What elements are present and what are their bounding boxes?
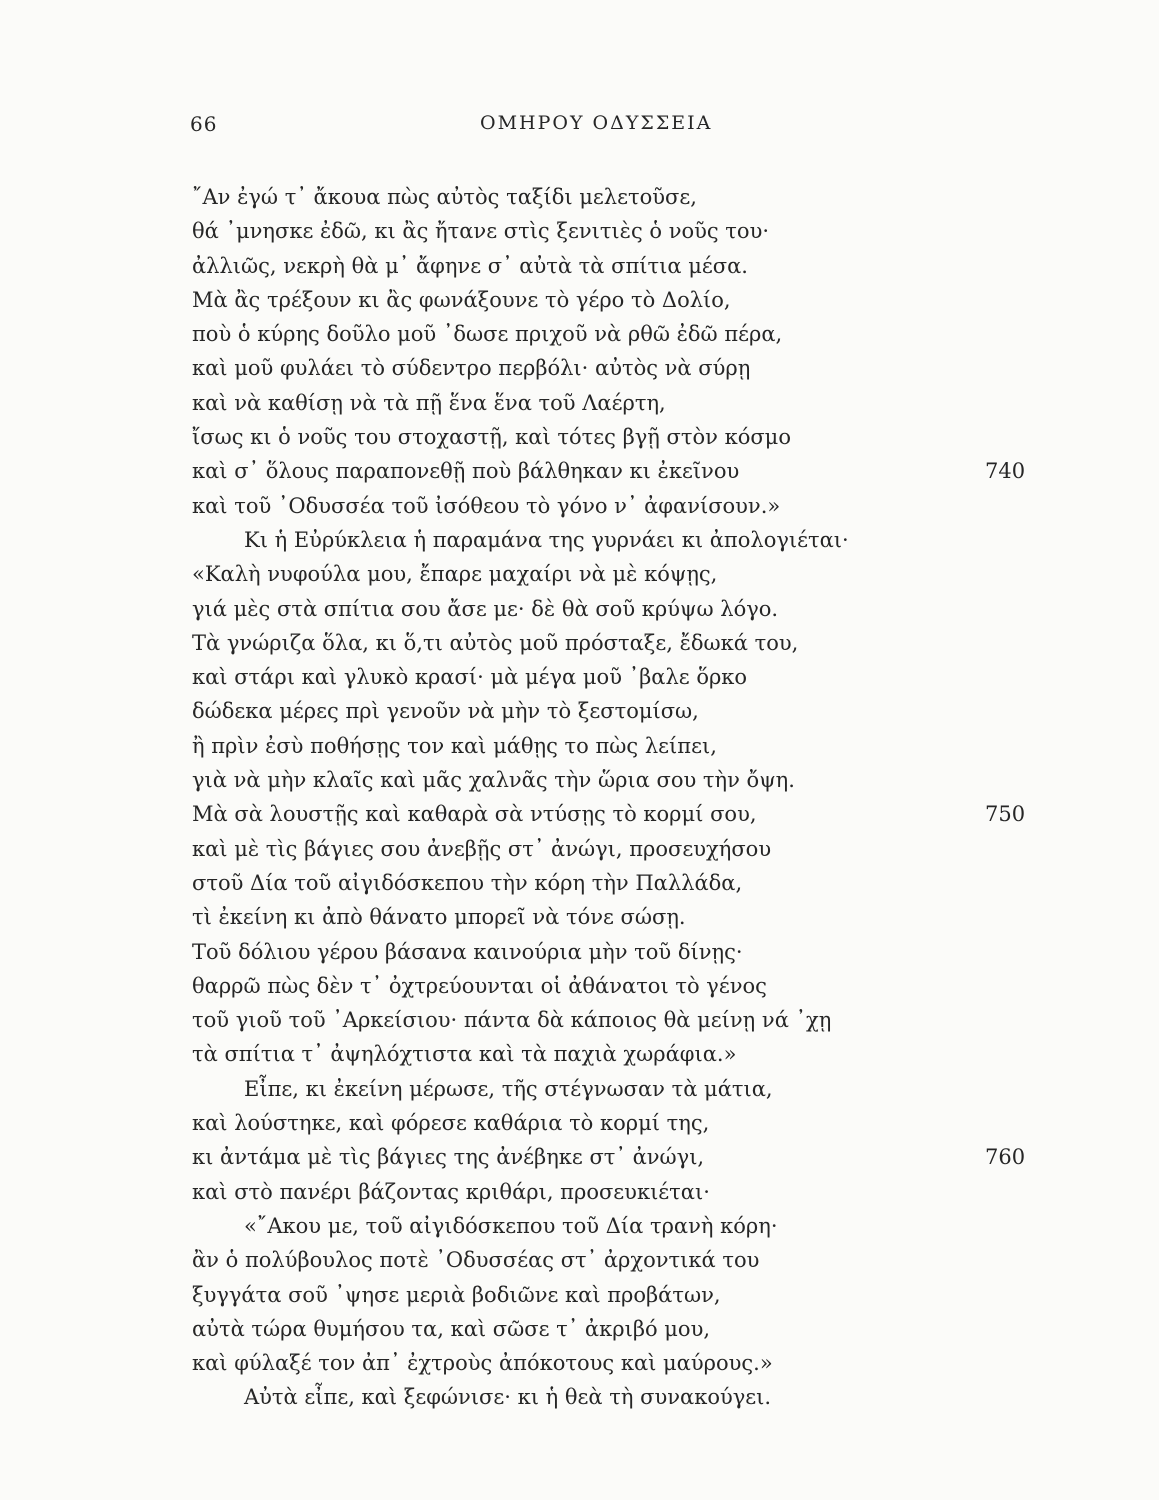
verse-line — [0, 489, 1159, 523]
verse-text: γιὰ νὰ μὴν κλαῖς καὶ μᾶς χαλνᾶς τὴν ὥρια σου τὴν ὄψη. — [192, 768, 795, 793]
verse-text: καὶ μὲ τὶς βάγιες σου ἀνεβῇς στ᾿ ἀνώγι, προσευχήσου — [192, 836, 772, 861]
verse-line — [0, 1003, 1159, 1037]
page-number: 66 — [190, 112, 218, 136]
verse-line — [0, 317, 1159, 351]
verse-text: δώδεκα μέρες πρὶ γενοῦν νὰ μὴν τὸ ξεστομίσω, — [192, 699, 699, 724]
verse-text: αὐτὰ τώρα θυμήσου τα, καὶ σῶσε τ᾿ ἀκριβό μου, — [192, 1316, 711, 1341]
verse-text: καὶ λούστηκε, καὶ φόρεσε καθάρια τὸ κορμί της, — [192, 1111, 710, 1136]
verse-text: ξυγγάτα σοῦ ᾿ψησε μεριὰ βοδιῶνε καὶ προβάτων, — [192, 1282, 721, 1307]
verse-line — [0, 729, 1159, 763]
verse-text: ποὺ ὁ κύρης δοῦλο μοῦ ᾿δωσε πριχοῦ νὰ ρθῶ ἐδῶ πέρα, — [192, 322, 783, 347]
verse-text: καὶ τοῦ ᾿Οδυσσέα τοῦ ἰσόθεου τὸ γόνο ν᾿ ἀφανίσουν.» — [192, 493, 781, 518]
verse-line — [0, 1175, 1159, 1209]
verse-line — [0, 523, 1159, 557]
verse-text: καὶ στάρι καὶ γλυκὸ κρασί· μὰ μέγα μοῦ ᾿βαλε ὅρκο — [192, 665, 748, 690]
line-number: 750 — [985, 802, 1026, 827]
verse-text: Τὰ γνώριζα ὅλα, κι ὅ,τι αὐτὸς μοῦ πρόσταξε, ἔδωκά του, — [192, 630, 799, 655]
verse-text: καὶ μοῦ φυλάει τὸ σύδεντρο περβόλι· αὐτὸς νὰ σύρῃ — [192, 356, 751, 381]
verse-text: ἂν ὁ πολύβουλος ποτὲ ᾿Οδυσσέας στ᾿ ἀρχοντικά του — [192, 1248, 760, 1273]
verse-text: ῎Αν ἐγώ τ᾿ ἄκουα πὼς αὐτὸς ταξίδι μελετοῦσε, — [192, 185, 697, 209]
verse-line — [0, 351, 1159, 385]
verse-line — [0, 1037, 1159, 1071]
verse-text: Κι ἡ Εὐρύκλεια ἡ παραμάνα της γυρνάει κι ἀπολογιέται· — [244, 527, 849, 552]
verse-line — [0, 557, 1159, 591]
verse-line — [0, 454, 1159, 488]
verse-line — [0, 763, 1159, 797]
verse-line — [0, 626, 1159, 660]
verse-text: θά ᾿μνησκε ἐδῶ, κι ἂς ἤτανε στὶς ξενιτιὲς ὁ νοῦς του· — [192, 219, 770, 244]
verse-line — [0, 214, 1159, 248]
verse-text: στοῦ Δία τοῦ αἰγιδόσκεπου τὴν κόρη τὴν Παλλάδα, — [192, 870, 743, 895]
verse-line — [0, 1209, 1159, 1243]
verse-text: γιά μὲς στὰ σπίτια σου ἄσε με· δὲ θὰ σοῦ κρύψω λόγο. — [192, 596, 779, 621]
verse-text: κι ἀντάμα μὲ τὶς βάγιες της ἀνέβηκε στ᾿ ἀνώγι, — [192, 1145, 705, 1170]
verse-line — [0, 797, 1159, 831]
verse-line — [0, 1243, 1159, 1277]
page-header — [0, 112, 1159, 148]
verse-line — [0, 900, 1159, 934]
verse-line — [0, 1072, 1159, 1106]
verse-line — [0, 866, 1159, 900]
verse-text: ἀλλιῶς, νεκρὴ θὰ μ᾿ ἄφηνε σ᾿ αὐτὰ τὰ σπίτια μέσα. — [192, 253, 748, 278]
running-title: ΟΜΗΡΟΥ ΟΔΥΣΣΕΙΑ — [480, 112, 713, 134]
verse-text: θαρρῶ πὼς δὲν τ᾿ ὀχτρεύουνται οἱ ἀθάνατοι τὸ γένος — [192, 973, 767, 998]
verse-line — [0, 420, 1159, 454]
verse-line — [0, 1346, 1159, 1380]
verse-text: Αὐτὰ εἶπε, καὶ ξεφώνισε· κι ἡ θεὰ τὴ συνακούγει. — [244, 1385, 772, 1410]
verse-line — [0, 283, 1159, 317]
verse-text: ἢ πρὶν ἐσὺ ποθήσῃς τον καὶ μάθῃς το πὼς λείπει, — [192, 733, 717, 758]
verse-text: «Καλὴ νυφούλα μου, ἔπαρε μαχαίρι νὰ μὲ κόψῃς, — [192, 562, 718, 587]
verse-line — [0, 180, 1159, 214]
verse-line — [0, 1312, 1159, 1346]
verse-text: Μὰ σὰ λουστῇς καὶ καθαρὰ σὰ ντύσῃς τὸ κορμί σου, — [192, 802, 757, 827]
verse-line — [0, 660, 1159, 694]
verse-line — [0, 935, 1159, 969]
verse-line — [0, 249, 1159, 283]
line-number: 760 — [985, 1145, 1026, 1170]
verse-line — [0, 969, 1159, 1003]
verse-text: «῎Ακου με, τοῦ αἰγιδόσκεπου τοῦ Δία τρανὴ κόρη· — [244, 1213, 778, 1238]
verse-text: καὶ στὸ πανέρι βάζοντας κριθάρι, προσευκιέται· — [192, 1179, 710, 1204]
verse-line — [0, 832, 1159, 866]
verse-line — [0, 1106, 1159, 1140]
verse-text: Τοῦ δόλιου γέρου βάσανα καινούρια μὴν τοῦ δίνῃς· — [192, 939, 743, 964]
verse-text: τὶ ἐκείνη κι ἀπὸ θάνατο μπορεῖ νὰ τόνε σώσῃ. — [192, 905, 686, 930]
verse-text: Μὰ ἂς τρέξουν κι ἂς φωνάξουνε τὸ γέρο τὸ Δολίο, — [192, 287, 731, 312]
verse-line — [0, 1380, 1159, 1414]
verse-line — [0, 592, 1159, 626]
verse-text: Εἶπε, κι ἐκείνη μέρωσε, τῆς στέγνωσαν τὰ μάτια, — [244, 1076, 773, 1101]
verse-text: τοῦ γιοῦ τοῦ ᾿Αρκείσιου· πάντα δὰ κάποιος θὰ μείνῃ νά ᾿χῃ — [192, 1008, 832, 1033]
verse-text: καὶ νὰ καθίσῃ νὰ τὰ πῇ ἕνα ἕνα τοῦ Λαέρτη, — [192, 390, 666, 415]
verse-text: τὰ σπίτια τ᾿ ἀψηλόχτιστα καὶ τὰ παχιὰ χωράφια.» — [192, 1042, 737, 1067]
verse-block — [0, 180, 1159, 1415]
verse-line — [0, 1278, 1159, 1312]
verse-text: καὶ σ᾿ ὅλους παραπονεθῇ ποὺ βάλθηκαν κι ἐκεῖνου — [192, 459, 740, 484]
verse-text: ἴσως κι ὁ νοῦς του στοχαστῇ, καὶ τότες βγῇ στὸν κόσμο — [192, 425, 791, 450]
verse-text: καὶ φύλαξέ τον ἀπ᾿ ἐχτροὺς ἀπόκοτους καὶ μαύρους.» — [192, 1351, 773, 1376]
verse-line — [0, 386, 1159, 420]
line-number: 740 — [985, 459, 1026, 484]
verse-line — [0, 1140, 1159, 1174]
verse-line — [0, 694, 1159, 728]
